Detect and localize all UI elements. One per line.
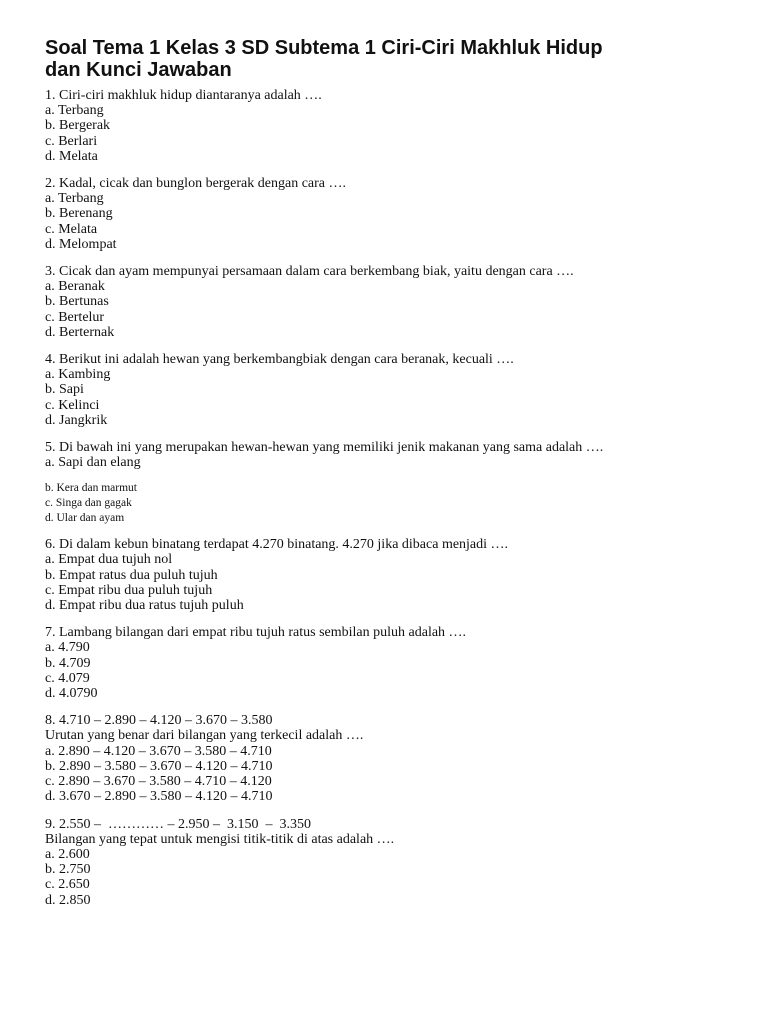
- question-4: [45, 352, 728, 428]
- option-a: a. 2.890 – 4.120 – 3.670 – 3.580 – 4.710: [45, 743, 272, 759]
- question-stem: 3. Cicak dan ayam mempunyai persamaan dalam cara berkembang biak, yaitu dengan cara ….: [45, 264, 574, 280]
- question-stem: 2. Kadal, cicak dan bunglon bergerak dengan cara ….: [45, 176, 347, 192]
- option-c: c. Melata: [45, 221, 98, 237]
- question-stem: 8. 4.710 – 2.890 – 4.120 – 3.670 – 3.580: [45, 713, 273, 729]
- question-stem: 5. Di bawah ini yang merupakan hewan-hewan yang memiliki jenik makanan yang sama adalah ….: [45, 440, 604, 456]
- question-3: [45, 264, 728, 340]
- option-d: d. Melompat: [45, 236, 117, 252]
- option-b: b. Berenang: [45, 206, 113, 222]
- option-c: c. Kelinci: [45, 397, 100, 413]
- option-a: a. Beranak: [45, 279, 105, 295]
- question-2: [45, 176, 728, 252]
- option-c: c. 4.079: [45, 670, 90, 686]
- option-d: d. Melata: [45, 148, 98, 164]
- option-c: c. Singa dan gagak: [45, 497, 132, 510]
- question-stem: 9. 2.550 – ………… – 2.950 – 3.150 – 3.350: [45, 816, 311, 832]
- question-stem: 6. Di dalam kebun binatang terdapat 4.270 binatang. 4.270 jika dibaca menjadi ….: [45, 537, 509, 553]
- option-b: b. Empat ratus dua puluh tujuh: [45, 567, 218, 583]
- question-9: [45, 817, 728, 908]
- question-stem: 1. Ciri-ciri makhluk hidup diantaranya adalah ….: [45, 88, 322, 103]
- question-stem: 4. Berikut ini adalah hewan yang berkembangbiak dengan cara beranak, kecuali ….: [45, 352, 514, 368]
- question-stem: 7. Lambang bilangan dari empat ribu tujuh ratus sembilan puluh adalah ….: [45, 625, 467, 641]
- option-a: a. Kambing: [45, 367, 111, 383]
- option-d: d. 3.670 – 2.890 – 3.580 – 4.120 – 4.710: [45, 789, 273, 805]
- option-b: b. 4.709: [45, 655, 91, 671]
- option-c: c. Empat ribu dua puluh tujuh: [45, 582, 213, 598]
- option-b: b. 2.750: [45, 862, 91, 878]
- option-d: d. 2.850: [45, 892, 91, 908]
- question-1: [45, 88, 728, 164]
- option-b: b. Sapi: [45, 382, 84, 398]
- option-a: a. Sapi dan elang: [45, 455, 141, 471]
- question-8: [45, 713, 728, 804]
- option-b: b. 2.890 – 3.580 – 3.670 – 4.120 – 4.710: [45, 758, 273, 774]
- option-a: a. Terbang: [45, 191, 104, 207]
- question-instruction: Bilangan yang tepat untuk mengisi titik-titik di atas adalah ….: [45, 831, 395, 847]
- option-d: d. Empat ribu dua ratus tujuh puluh: [45, 598, 244, 614]
- option-d: d. 4.0790: [45, 686, 98, 702]
- option-b: b. Kera dan marmut: [45, 482, 137, 495]
- option-c: c. Berlari: [45, 133, 98, 149]
- option-a: a. Terbang: [45, 103, 104, 119]
- title-line-2: dan Kunci Jawaban: [45, 59, 232, 81]
- question-instruction: Urutan yang benar dari bilangan yang terkecil adalah ….: [45, 728, 364, 744]
- page-title: [45, 37, 728, 81]
- option-c: c. Bertelur: [45, 309, 105, 325]
- option-c: c. 2.650: [45, 877, 90, 893]
- title-line-1: Soal Tema 1 Kelas 3 SD Subtema 1 Ciri-Ciri Makhluk Hidup: [45, 37, 603, 59]
- option-d: d. Ular dan ayam: [45, 511, 125, 524]
- option-b: b. Bertunas: [45, 294, 109, 310]
- question-7: [45, 625, 728, 701]
- option-a: a. 4.790: [45, 640, 90, 656]
- option-b: b. Bergerak: [45, 118, 111, 134]
- option-d: d. Jangkrik: [45, 412, 108, 428]
- option-a: a. 2.600: [45, 846, 90, 862]
- option-d: d. Berternak: [45, 324, 115, 340]
- question-6: [45, 537, 728, 613]
- question-5: [45, 440, 728, 525]
- option-a: a. Empat dua tujuh nol: [45, 552, 173, 568]
- option-c: c. 2.890 – 3.670 – 3.580 – 4.710 – 4.120: [45, 774, 272, 790]
